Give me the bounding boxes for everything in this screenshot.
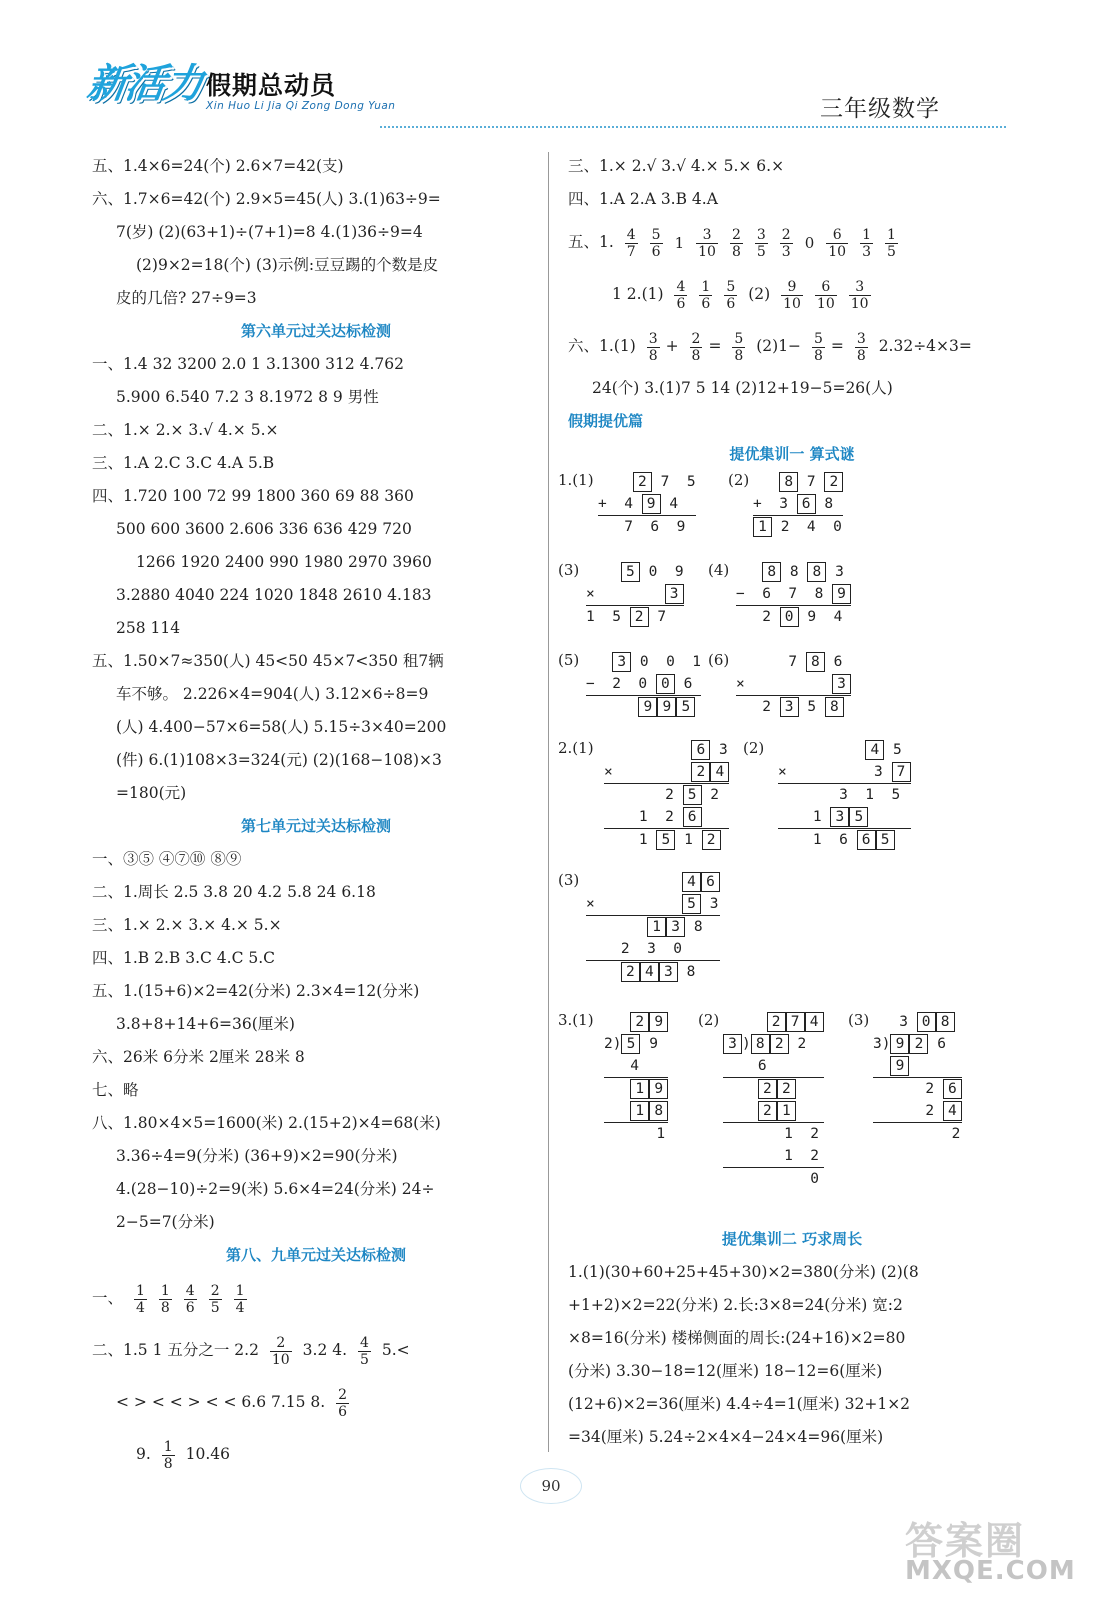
answer-line: =180(元) — [116, 784, 187, 802]
watermark-logo: 答案圈 — [905, 1519, 1026, 1563]
answer-line: 三、1.A 2.C 3.C 4.A 5.B — [92, 454, 275, 472]
puzzle-label: (2) — [728, 471, 750, 489]
fraction: $\frac{2}{10}$ — [271, 1334, 290, 1368]
watermark-url: MXQE.COM — [905, 1556, 1076, 1586]
fraction — [781, 279, 803, 312]
denominator: 10 — [816, 295, 835, 312]
answer-line: 500 600 3600 2.606 336 636 429 720 — [116, 520, 412, 538]
answer-line: (12+6)×2=36(厘米) 4.4÷4=1(厘米) 32+1×2 — [568, 1395, 911, 1413]
answer-text: 5.< — [381, 1341, 410, 1359]
answer-line: 车不够。 2.226×4=904(人) 3.12×6÷8=9 — [116, 685, 429, 703]
answer-line: (件) 6.(1)108×3=324(元) (2)(168−108)×3 — [116, 751, 442, 769]
fraction — [815, 279, 837, 312]
answer-line: 4.(28−10)÷2=9(米) 5.6×4=24(分米) 24÷ — [116, 1180, 435, 1198]
fraction: $\frac{3}{8}$ — [648, 330, 658, 364]
fraction-line-1 — [92, 1272, 540, 1324]
denominator: 5 — [756, 243, 766, 260]
puzzle-label: (3) — [558, 871, 580, 889]
item-prefix: 五、1. — [568, 233, 614, 251]
puzzle-1-1: 2 7 5 + 4 9 4 7 6 9 — [598, 471, 696, 538]
answer-text: (2) — [748, 285, 771, 303]
answer-line: (分米) 3.30−18=12(厘米) 18−12=6(厘米) — [568, 1362, 883, 1380]
puzzle-label: (2) — [698, 1011, 720, 1029]
answer-line: 二、1.周长 2.5 3.8 20 4.2 5.8 24 6.18 — [92, 883, 376, 901]
puzzle-1-6: 7 8 6 × 3 2 3 5 8 — [736, 651, 851, 718]
puzzle-3-3: 3 0 8 3) 9 2 6 9 2 6 2 4 2 — [873, 1011, 962, 1145]
denominator: 3 — [781, 243, 791, 260]
numerator: 1 — [887, 226, 896, 243]
denominator: 3 — [862, 243, 872, 260]
answer-line: 二、1.× 2.× 3.√ 4.× 5.× — [92, 421, 279, 439]
answer-line: ×8=16(分米) 楼梯侧面的周长:(24+16)×2=80 — [568, 1329, 906, 1347]
fraction — [234, 1283, 247, 1316]
section-title-advanced: 假期提优篇 — [568, 412, 644, 430]
answer-text: < > < < > < < 6.6 7.15 8. — [116, 1393, 326, 1411]
numerator: 6 — [815, 279, 837, 296]
answer-line: 2−5=7(分米) — [116, 1213, 215, 1231]
fraction — [885, 227, 898, 260]
fraction — [780, 227, 793, 260]
fraction-line-2 — [92, 1324, 540, 1376]
numerator: 5 — [726, 278, 736, 295]
denominator: 10 — [828, 243, 847, 260]
answer-line: 皮的几倍? 27÷9=3 — [116, 289, 257, 307]
fraction — [674, 279, 687, 312]
puzzle-label: (4) — [708, 561, 730, 579]
denominator: 10 — [783, 295, 801, 312]
answer-text: 1 2.(1) — [612, 285, 664, 303]
answer-line: 五、1.4×6=24(个) 2.6×7=42(支) — [92, 157, 344, 175]
logo-main-text: 新活力 — [84, 61, 205, 107]
numerator: 1 — [235, 1282, 245, 1299]
denominator: 7 — [626, 243, 636, 260]
fraction — [134, 1283, 147, 1316]
fraction-group — [128, 1282, 253, 1316]
answer-text: 六、1.(1) — [568, 337, 636, 355]
puzzle-label: (3) — [848, 1011, 870, 1029]
puzzle-label: (6) — [708, 651, 730, 669]
numerator: 2 — [210, 1282, 220, 1299]
numerator: 4 — [626, 226, 636, 243]
numerator: 1 — [160, 1282, 170, 1299]
fraction-line-r5: 六、1.(1) $\frac{3}{8}$ + $\frac{2}{8}$ = $\frac{5}{8}$ (2)1− $\frac{5}{8}$ = $\frac{3}{8}$ 2.32÷4×3= — [568, 330, 972, 364]
fraction-line-3 — [92, 1376, 540, 1428]
puzzle-label: 2.(1) — [558, 739, 594, 757]
answer-line: 六、1.7×6=42(个) 2.9×5=45(人) 3.(1)63÷9= — [92, 190, 441, 208]
fraction — [159, 1283, 172, 1316]
answer-line: 24(个) 3.(1)7 5 14 (2)12+19−5=26(人) — [592, 379, 893, 397]
puzzle-label: 1.(1) — [558, 471, 594, 489]
answer-line: 258 114 — [116, 619, 181, 637]
answer-text: 2.32÷4×3= — [878, 337, 972, 355]
numerator: 9 — [781, 279, 803, 296]
fraction — [826, 227, 848, 260]
puzzle-1-5: 3 0 0 1 − 2 0 0 6 9 9 5 — [586, 651, 701, 718]
puzzle-label: (3) — [558, 561, 580, 579]
denominator: 6 — [185, 1299, 195, 1316]
denominator: 4 — [135, 1299, 145, 1316]
answer-line: 1266 1920 2400 990 1980 2970 3960 — [136, 553, 432, 571]
fraction: $\frac{4}{5}$ — [359, 1334, 369, 1368]
answer-text: 9. — [136, 1445, 151, 1463]
section-title-unit6: 第六单元过关达标检测 — [240, 322, 391, 340]
numerator: 1 — [862, 226, 872, 243]
answer-line: 三、1.× 2.√ 3.√ 4.× 5.× 6.× — [568, 157, 785, 175]
fraction — [849, 279, 871, 312]
denominator: 8 — [731, 243, 741, 260]
answer-line: 5.900 6.540 7.2 3 8.1972 8 9 男性 — [116, 388, 379, 406]
puzzle-area — [558, 471, 1016, 1223]
section-title-training2: 提优集训二 巧求周长 — [721, 1230, 863, 1248]
denominator: 8 — [160, 1299, 170, 1316]
answer-line: (人) 4.400−57×6=58(人) 5.15÷3×40=200 — [116, 718, 447, 736]
numerator: 3 — [756, 226, 766, 243]
answer-line: 7(岁) (2)(63+1)÷(7+1)=8 4.(1)36÷9=4 — [116, 223, 423, 241]
puzzle-1-3: 5 0 9 × 3 1 5 2 7 — [586, 561, 684, 628]
answer-line: 3.36÷4=9(分米) (36+9)×2=90(分米) — [116, 1147, 398, 1165]
puzzle-1-4: 8 8 8 3 − 6 7 8 9 2 0 9 4 — [736, 561, 851, 628]
fraction: 1 — [674, 234, 685, 252]
fraction — [696, 227, 718, 260]
answer-line: 3.8+8+14+6=36(厘米) — [116, 1015, 295, 1033]
fraction — [730, 227, 743, 260]
answer-line: 一、③⑤ ④⑦⑩ ⑧⑨ — [92, 850, 242, 868]
puzzle-2-2: 4 5 × 3 7 3 1 5 1 3 5 1 6 6 5 — [778, 739, 911, 851]
fraction: $\frac{2}{8}$ — [691, 330, 701, 364]
fraction — [699, 279, 712, 312]
fraction — [209, 1283, 222, 1316]
fraction-group — [668, 278, 743, 312]
fraction: $\frac{5}{8}$ — [813, 330, 823, 364]
fraction: 0 — [804, 234, 815, 252]
answer-text: 3.2 4. — [302, 1341, 348, 1359]
left-column — [92, 150, 540, 1480]
fraction-line-4 — [92, 1428, 540, 1480]
fraction — [184, 1283, 197, 1316]
denominator: 5 — [210, 1299, 220, 1316]
puzzle-label: (2) — [743, 739, 765, 757]
fraction-group — [619, 226, 904, 260]
answer-line: (2)9×2=18(个) (3)示例:豆豆踢的个数是皮 — [136, 256, 439, 274]
numerator: 1 — [135, 1282, 145, 1299]
fraction-line-r4 — [568, 268, 1016, 320]
puzzle-2-1: 6 3 × 2 4 2 5 2 1 2 6 1 5 1 2 — [604, 739, 729, 851]
fraction: $\frac{3}{8}$ — [856, 330, 866, 364]
fraction-line-r3 — [568, 216, 1016, 268]
page-number: 90 — [520, 1468, 582, 1504]
answer-line: 三、1.× 2.× 3.× 4.× 5.× — [92, 916, 282, 934]
brand-logo — [84, 52, 428, 126]
puzzle-1-2: 8 7 2 + 3 6 8 1 2 4 0 — [753, 471, 843, 538]
puzzle-3-1: 2 9 2) 5 9 4 1 9 1 8 1 — [604, 1011, 668, 1145]
answer-line: 六、26米 6分米 2厘米 28米 8 — [92, 1048, 305, 1066]
right-column — [558, 150, 1016, 1454]
answer-line: 3.2880 4040 224 1020 1848 2610 4.183 — [116, 586, 432, 604]
logo-pinyin: Xin Huo Li Jia Qi Zong Dong Yuan — [206, 100, 396, 112]
numerator: 2 — [781, 226, 791, 243]
section-title-training1: 提优集训一 算式谜 — [729, 445, 855, 463]
answer-text: (2)1− — [756, 337, 802, 355]
puzzle-3-2: 2 7 4 3 ) 8 2 2 6 2 2 2 1 1 2 1 2 0 — [723, 1011, 824, 1190]
column-divider — [548, 152, 549, 1452]
grade-title: 三年级数学 — [820, 96, 940, 122]
answer-line: 五、1.50×7≈350(人) 45<50 45×7<350 租7辆 — [92, 652, 444, 670]
numerator: 1 — [701, 278, 711, 295]
denominator: 6 — [726, 295, 736, 312]
section-title-unit7: 第七单元过关达标检测 — [240, 817, 391, 835]
answer-line: =34(厘米) 5.24÷2×4×4−24×4=96(厘米) — [568, 1428, 884, 1446]
numerator: 2 — [731, 226, 741, 243]
answer-line: 四、1.720 100 72 99 1800 360 69 88 360 — [92, 487, 414, 505]
answer-text: 二、1.5 1 五分之一 2.2 — [92, 1341, 259, 1359]
logo-sub-text: 假期总动员 — [206, 71, 337, 100]
denominator: 6 — [676, 295, 686, 312]
puzzle-label: (5) — [558, 651, 580, 669]
denominator: 6 — [701, 295, 711, 312]
numerator: 3 — [696, 227, 718, 244]
fraction — [650, 227, 663, 260]
fraction — [625, 227, 638, 260]
answer-line: 七、略 — [92, 1081, 139, 1099]
fraction-group — [775, 278, 876, 312]
fraction: $\frac{5}{8}$ — [734, 330, 744, 364]
denominator: 5 — [887, 243, 896, 260]
denominator: 6 — [651, 243, 661, 260]
fraction — [860, 227, 873, 260]
section-title-unit8-9: 第八、九单元过关达标检测 — [225, 1246, 406, 1264]
answer-line: 四、1.A 2.A 3.B 4.A — [568, 190, 718, 208]
puzzle-label: 3.(1) — [558, 1011, 594, 1029]
numerator: 4 — [676, 278, 686, 295]
answer-line: +1+2)×2=22(分米) 2.长:3×8=24(分米) 宽:2 — [568, 1296, 903, 1314]
answer-line: 五、1.(15+6)×2=42(分米) 2.3×4=12(分米) — [92, 982, 420, 1000]
denominator: 10 — [698, 243, 716, 260]
answer-line: 四、1.B 2.B 3.C 4.C 5.C — [92, 949, 276, 967]
numerator: 3 — [849, 279, 871, 296]
answer-text: 10.46 — [185, 1445, 230, 1463]
denominator: 4 — [235, 1299, 245, 1316]
answer-line: 八、1.80×4×5=1600(米) 2.(15+2)×4=68(米) — [92, 1114, 441, 1132]
numerator: 5 — [651, 226, 661, 243]
answer-line: 一、1.4 32 3200 2.0 1 3.1300 312 4.762 — [92, 355, 405, 373]
fraction: $\frac{2}{6}$ — [338, 1386, 348, 1420]
header-divider — [380, 126, 1006, 128]
puzzle-2-3: 4 6 × 5 3 1 3 8 2 3 0 2 4 3 8 — [586, 871, 720, 983]
numerator: 4 — [185, 1282, 195, 1299]
numerator: 6 — [826, 227, 848, 244]
fraction: $\frac{1}{8}$ — [163, 1438, 173, 1472]
fraction — [755, 227, 768, 260]
answer-line: 1.(1)(30+60+25+45+30)×2=380(分米) (2)(8 — [568, 1263, 919, 1281]
item-prefix: 一、 — [92, 1289, 124, 1307]
denominator: 10 — [850, 295, 869, 312]
fraction — [724, 279, 737, 312]
